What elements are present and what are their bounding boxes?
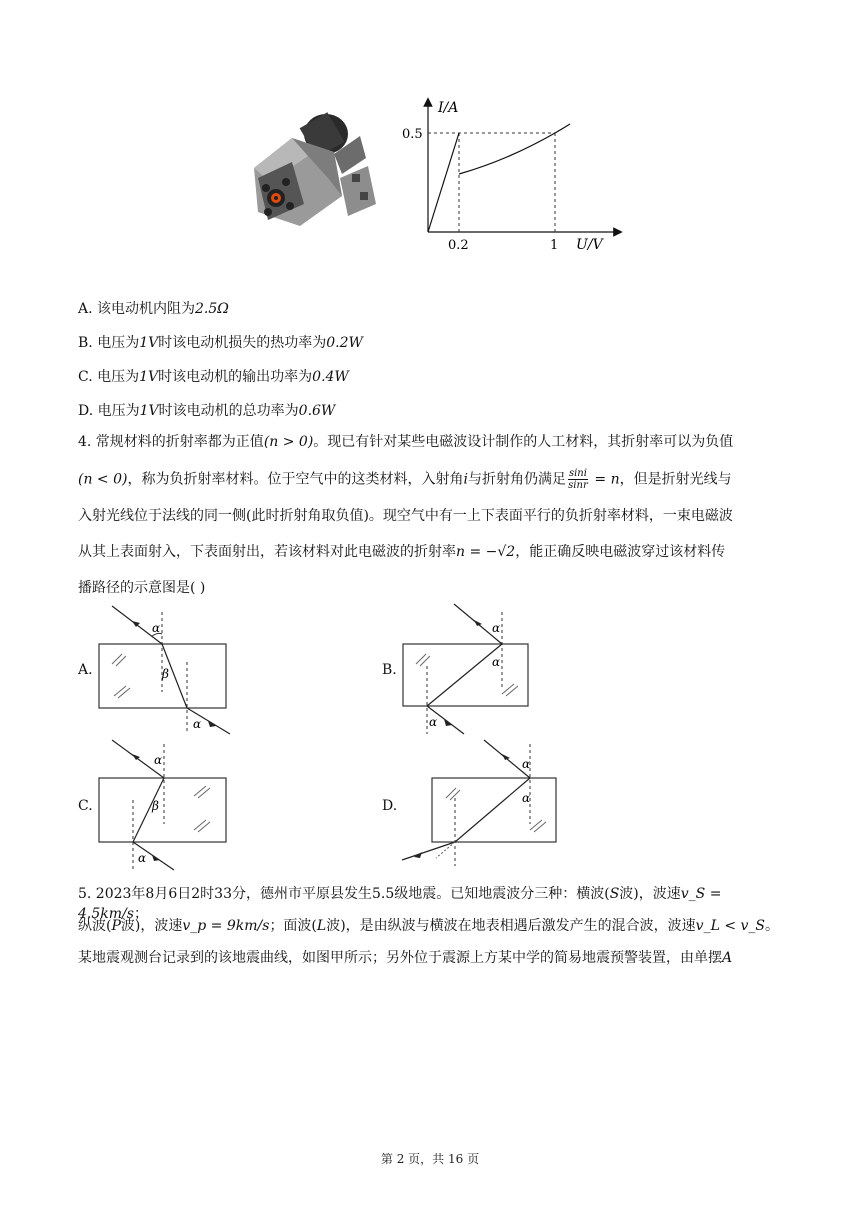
option-b-text: B. 电压为 — [78, 335, 140, 351]
q4-math: (n > 0) — [263, 434, 314, 450]
q5-math: v_p = 9km/s — [182, 918, 270, 934]
q5-math: v_S = 4.5km/s — [78, 886, 722, 922]
option-b-mid: 时该电动机损失的热功率为 — [158, 335, 327, 351]
q4-text: 。现已有针对某些电磁波设计制作的人工材料，其折射率可以为负值 — [313, 434, 734, 450]
q5-text: 纵波( — [78, 918, 112, 934]
option-c-text: C. 电压为 — [78, 369, 140, 385]
q4-line-2 — [78, 468, 788, 491]
q5-text: 5. 2023年8月6日2时33分，德州市平原县发生5.5级地震。已知地震波分三种：横波( — [78, 886, 610, 902]
q4-math: = n — [589, 471, 620, 488]
x-axis-label: U/V — [576, 237, 603, 252]
option-d[interactable] — [78, 400, 335, 420]
alpha-label: α — [152, 621, 161, 635]
x-tick-label-1: 0.2 — [448, 238, 469, 252]
q5-text: 波)，波速 — [619, 886, 681, 902]
y-axis-label: I/A — [438, 100, 459, 116]
q4-text: 从其上表面射入，下表面射出，若该材料对此电磁波的折射率 — [78, 544, 456, 560]
q4-text: 播路径的示意图是( ) — [78, 580, 206, 596]
q5-text: 波)，是由纵波与横波在地表相遇后激发产生的混合波，波速 — [326, 918, 696, 934]
q5-math: A — [722, 950, 733, 966]
option-b-voltage: 1V — [139, 335, 159, 351]
option-c-mid: 时该电动机的输出功率为 — [158, 369, 313, 385]
option-b-value: 0.2W — [326, 335, 363, 351]
q5-line-3 — [78, 948, 788, 968]
motor-image — [248, 108, 380, 230]
iu-graph — [398, 92, 628, 252]
option-c-voltage: 1V — [139, 369, 159, 385]
q4-text: ，能正确反映电磁波穿过该材料传 — [515, 544, 726, 560]
q4-math: (n < 0) — [78, 471, 128, 488]
q4-math: i — [463, 471, 468, 488]
option-c[interactable] — [78, 366, 349, 386]
diagram-d[interactable] — [398, 736, 558, 872]
q4-text: 入射光线位于法线的同一侧(此时折射角取负值)。现空气中有一上下表面平行的负折射率材料，一束电磁波 — [78, 508, 733, 524]
q4-math: n = −√2 — [456, 544, 516, 560]
option-d-voltage: 1V — [139, 403, 159, 419]
iu-curve-linear — [428, 133, 459, 232]
q5-text: 。 — [765, 918, 780, 934]
q4-line-5 — [78, 578, 788, 598]
q5-text: ； — [133, 906, 148, 922]
q4-line-4 — [78, 542, 788, 562]
beta-label: β — [162, 667, 169, 681]
fraction-numerator: sini — [568, 468, 587, 479]
alpha-label: α — [154, 753, 163, 767]
option-a-value: 2.5Ω — [195, 301, 229, 317]
diagram-b-label[interactable]: B. — [382, 662, 397, 678]
q5-text: 波)，波速 — [120, 918, 183, 934]
option-d-mid: 时该电动机的总功率为 — [158, 403, 299, 419]
diagram-d-label[interactable]: D. — [382, 798, 398, 814]
alpha-label: α — [429, 715, 438, 729]
q5-text: 某地震观测台记录到的该地震曲线，如图甲所示；另外位于震源上方某中学的简易地震预警装置，由单摆 — [78, 950, 722, 966]
alpha-label: α — [138, 851, 147, 865]
alpha-label: α — [522, 757, 531, 771]
diagram-a-label[interactable]: A. — [78, 662, 93, 678]
q4-text: ，称为负折射率材料。位于空气中的这类材料，入射角 — [127, 471, 464, 488]
q4-line-3 — [78, 506, 788, 526]
option-b[interactable] — [78, 332, 363, 352]
fraction-denominator: sinr — [568, 480, 588, 491]
q5-math: L — [316, 918, 327, 934]
y-tick-label: 0.5 — [402, 127, 423, 142]
option-a-text: A. 该电动机内阻为 — [78, 301, 196, 317]
q4-line-1 — [78, 432, 788, 452]
option-a[interactable] — [78, 298, 229, 318]
q4-text: 与折射角仍满足 — [467, 471, 566, 488]
diagram-c[interactable] — [96, 736, 236, 872]
alpha-label: α — [492, 621, 501, 635]
option-c-value: 0.4W — [312, 369, 349, 385]
x-tick-label-2: 1 — [550, 238, 559, 252]
q4-text: 4. 常规材料的折射率都为正值 — [78, 434, 264, 450]
q5-text: ；面波( — [269, 918, 317, 934]
option-d-text: D. 电压为 — [78, 403, 140, 419]
diagram-c-label[interactable]: C. — [78, 798, 93, 814]
iu-curve-motor — [459, 124, 570, 174]
diagram-b[interactable] — [398, 600, 538, 736]
page-footer: 第 2 页，共 16 页 — [380, 1152, 480, 1166]
q5-math: P — [111, 918, 121, 934]
alpha-label: α — [193, 717, 202, 731]
snell-fraction — [568, 468, 588, 491]
option-d-value: 0.6W — [298, 403, 336, 419]
beta-label: β — [152, 799, 159, 813]
alpha-label: α — [522, 791, 531, 805]
q5-math: S — [609, 886, 620, 902]
q5-math: v_L < v_S — [695, 918, 766, 934]
q5-line-2 — [78, 916, 788, 936]
q4-text: ，但是折射光线与 — [619, 471, 732, 488]
alpha-label: α — [492, 655, 501, 669]
diagram-a[interactable] — [96, 602, 236, 736]
